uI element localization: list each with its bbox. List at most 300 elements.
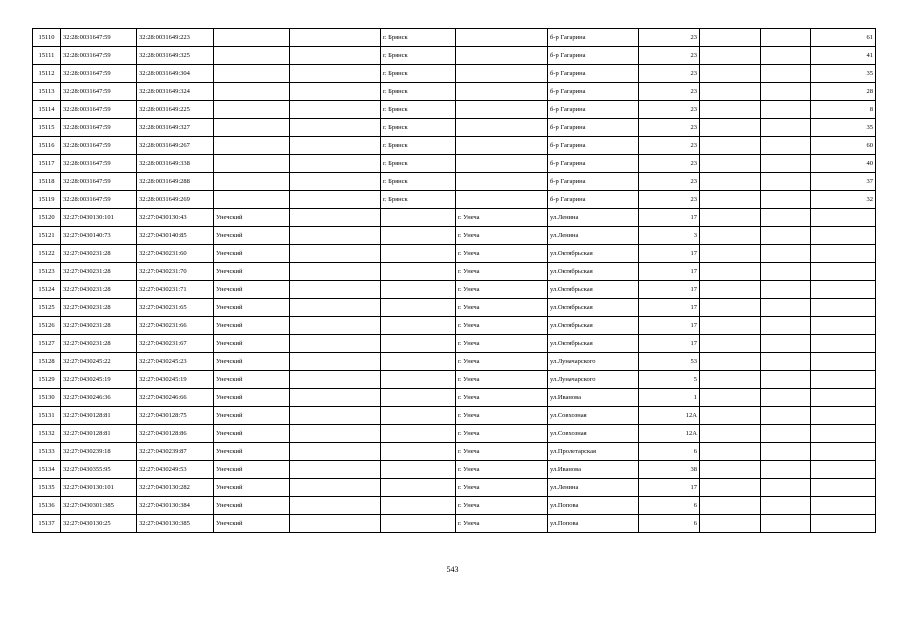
cell-house-number: 17 [639,263,700,281]
cell-apartment-number: 40 [811,155,876,173]
cell-district: Унечский [214,299,290,317]
cell-apartment-number [811,515,876,533]
cell-extra [761,281,811,299]
cell-settlement [290,65,381,83]
cell-parent-cadastral-number: 32:28:0031647:59 [61,119,137,137]
cell-parent-cadastral-number: 32:27:0430239:18 [61,443,137,461]
table-row [33,335,876,353]
table-row [33,281,876,299]
cell-apartment-number [811,497,876,515]
table-row [33,83,876,101]
cell-settlement [290,425,381,443]
cell-street: б-р Гагарина [548,101,639,119]
cell-district [214,29,290,47]
cell-district: Унечский [214,263,290,281]
cell-district [214,119,290,137]
cell-building [700,101,761,119]
cell-district [214,47,290,65]
cell-street: ул.Октябрьская [548,281,639,299]
cell-town [456,155,548,173]
cell-building [700,29,761,47]
table-row [33,173,876,191]
cell-city: г. Брянск [381,137,456,155]
cell-street: ул.Иванова [548,461,639,479]
cell-extra [761,515,811,533]
cell-city [381,425,456,443]
cell-cadastral-number: 32:27:0430246:66 [137,389,214,407]
cell-cadastral-number: 32:28:0031649:267 [137,137,214,155]
cell-extra [761,245,811,263]
cell-house-number: 5 [639,371,700,389]
cell-apartment-number [811,425,876,443]
cell-extra [761,425,811,443]
cell-row-index: 15124 [33,281,61,299]
cell-city [381,227,456,245]
cell-apartment-number: 37 [811,173,876,191]
cell-cadastral-number: 32:27:0430231:67 [137,335,214,353]
cell-extra [761,461,811,479]
cell-extra [761,137,811,155]
cell-apartment-number: 8 [811,101,876,119]
cell-row-index: 15132 [33,425,61,443]
cell-row-index: 15114 [33,101,61,119]
cell-house-number: 12А [639,425,700,443]
cell-building [700,155,761,173]
table-row [33,515,876,533]
cell-extra [761,119,811,137]
cell-city [381,299,456,317]
cell-house-number: 23 [639,119,700,137]
cell-district: Унечский [214,227,290,245]
cell-town: г. Унеча [456,425,548,443]
cell-cadastral-number: 32:28:0031649:338 [137,155,214,173]
cell-street: ул.Октябрьская [548,335,639,353]
register-table [32,28,876,533]
cell-house-number: 6 [639,497,700,515]
cell-building [700,515,761,533]
cell-row-index: 15112 [33,65,61,83]
cell-street: ул.Совхозная [548,425,639,443]
cell-cadastral-number: 32:27:0430130:282 [137,479,214,497]
cell-settlement [290,29,381,47]
cell-city: г. Брянск [381,173,456,191]
cell-building [700,299,761,317]
table-row [33,371,876,389]
table-row [33,227,876,245]
table-row [33,497,876,515]
cell-row-index: 15113 [33,83,61,101]
cell-town [456,191,548,209]
cell-cadastral-number: 32:27:0430130:43 [137,209,214,227]
cell-row-index: 15128 [33,353,61,371]
cell-street: б-р Гагарина [548,155,639,173]
cell-city [381,335,456,353]
cell-row-index: 15127 [33,335,61,353]
cell-building [700,353,761,371]
cell-building [700,191,761,209]
cell-house-number: 23 [639,155,700,173]
cell-parent-cadastral-number: 32:27:0430246:36 [61,389,137,407]
cell-street: ул.Пролетарская [548,443,639,461]
cell-house-number: 38 [639,461,700,479]
cell-street: ул.Иванова [548,389,639,407]
cell-city [381,281,456,299]
table-row [33,299,876,317]
cell-city: г. Брянск [381,119,456,137]
cell-apartment-number: 35 [811,119,876,137]
cell-settlement [290,353,381,371]
cell-row-index: 15110 [33,29,61,47]
cell-parent-cadastral-number: 32:27:0430140:73 [61,227,137,245]
cell-parent-cadastral-number: 32:27:0430231:28 [61,335,137,353]
cell-row-index: 15135 [33,479,61,497]
cell-city: г. Брянск [381,47,456,65]
table-row [33,353,876,371]
cell-building [700,245,761,263]
cell-cadastral-number: 32:27:0430239:87 [137,443,214,461]
cell-settlement [290,101,381,119]
table-row [33,155,876,173]
cell-city [381,245,456,263]
cell-building [700,425,761,443]
cell-parent-cadastral-number: 32:27:0430231:28 [61,299,137,317]
cell-house-number: 17 [639,209,700,227]
cell-house-number: 1 [639,389,700,407]
cell-city: г. Брянск [381,191,456,209]
cell-apartment-number [811,407,876,425]
cell-building [700,83,761,101]
cell-cadastral-number: 32:27:0430140:85 [137,227,214,245]
cell-street: ул.Луначарского [548,371,639,389]
cell-settlement [290,443,381,461]
cell-house-number: 23 [639,83,700,101]
cell-apartment-number [811,299,876,317]
cell-city [381,497,456,515]
cell-extra [761,353,811,371]
cell-settlement [290,83,381,101]
table-row [33,209,876,227]
cell-district: Унечский [214,461,290,479]
cell-settlement [290,317,381,335]
cell-apartment-number [811,443,876,461]
cell-parent-cadastral-number: 32:27:0430231:28 [61,263,137,281]
cell-parent-cadastral-number: 32:28:0031647:59 [61,47,137,65]
cell-row-index: 15126 [33,317,61,335]
cell-settlement [290,245,381,263]
cell-house-number: 12А [639,407,700,425]
cell-apartment-number [811,461,876,479]
cell-district: Унечский [214,515,290,533]
cell-district [214,191,290,209]
cell-building [700,335,761,353]
cell-district [214,101,290,119]
cell-street: ул.Попова [548,515,639,533]
cell-settlement [290,479,381,497]
cell-building [700,443,761,461]
cell-extra [761,209,811,227]
cell-apartment-number: 35 [811,65,876,83]
cell-city [381,443,456,461]
cell-district: Унечский [214,371,290,389]
cell-extra [761,389,811,407]
cell-apartment-number [811,389,876,407]
cell-parent-cadastral-number: 32:27:0430128:81 [61,425,137,443]
cell-extra [761,317,811,335]
cell-town: г. Унеча [456,317,548,335]
cell-town: г. Унеча [456,227,548,245]
cell-town: г. Унеча [456,461,548,479]
cell-parent-cadastral-number: 32:27:0430231:28 [61,281,137,299]
cell-city: г. Брянск [381,29,456,47]
cell-city [381,461,456,479]
table-row [33,425,876,443]
cell-district: Унечский [214,245,290,263]
cell-town: г. Унеча [456,209,548,227]
cell-building [700,47,761,65]
cell-building [700,65,761,83]
cell-town [456,173,548,191]
cell-row-index: 15115 [33,119,61,137]
cell-cadastral-number: 32:27:0430245:19 [137,371,214,389]
cell-row-index: 15117 [33,155,61,173]
cell-extra [761,407,811,425]
cell-cadastral-number: 32:28:0031649:325 [137,47,214,65]
cell-street: б-р Гагарина [548,191,639,209]
cell-street: ул.Луначарского [548,353,639,371]
cell-apartment-number [811,209,876,227]
cell-street: ул.Ленина [548,227,639,245]
cell-house-number: 17 [639,245,700,263]
cell-building [700,281,761,299]
cell-extra [761,371,811,389]
cell-building [700,407,761,425]
table-row [33,443,876,461]
cell-apartment-number [811,353,876,371]
cell-row-index: 15122 [33,245,61,263]
cell-cadastral-number: 32:27:0430231:65 [137,299,214,317]
cell-house-number: 23 [639,101,700,119]
cell-street: б-р Гагарина [548,29,639,47]
cell-extra [761,227,811,245]
cell-street: б-р Гагарина [548,47,639,65]
cell-house-number: 23 [639,173,700,191]
cell-parent-cadastral-number: 32:27:0430355:95 [61,461,137,479]
cell-parent-cadastral-number: 32:28:0031647:59 [61,101,137,119]
cell-cadastral-number: 32:27:0430231:66 [137,317,214,335]
cell-settlement [290,461,381,479]
table-row [33,245,876,263]
cell-street: ул.Ленина [548,479,639,497]
cell-town: г. Унеча [456,443,548,461]
table-row [33,137,876,155]
cell-cadastral-number: 32:28:0031649:288 [137,173,214,191]
cell-house-number: 17 [639,317,700,335]
cell-cadastral-number: 32:28:0031649:225 [137,101,214,119]
cell-city [381,389,456,407]
cell-house-number: 53 [639,353,700,371]
cell-city: г. Брянск [381,65,456,83]
cell-parent-cadastral-number: 32:27:0430231:28 [61,245,137,263]
cell-district: Унечский [214,479,290,497]
cell-building [700,209,761,227]
cell-house-number: 23 [639,65,700,83]
table-row [33,65,876,83]
cell-apartment-number [811,317,876,335]
cell-district: Унечский [214,443,290,461]
cell-town [456,119,548,137]
cell-street: ул.Октябрьская [548,263,639,281]
cell-parent-cadastral-number: 32:27:0430245:22 [61,353,137,371]
cell-settlement [290,209,381,227]
cell-settlement [290,515,381,533]
cell-row-index: 15136 [33,497,61,515]
cell-district: Унечский [214,353,290,371]
cell-district: Унечский [214,281,290,299]
cell-cadastral-number: 32:27:0430231:70 [137,263,214,281]
cell-cadastral-number: 32:28:0031649:327 [137,119,214,137]
cell-district: Унечский [214,209,290,227]
cell-city: г. Брянск [381,155,456,173]
cell-extra [761,65,811,83]
cell-settlement [290,335,381,353]
cell-city [381,371,456,389]
cell-cadastral-number: 32:28:0031649:324 [137,83,214,101]
cell-extra [761,155,811,173]
cell-house-number: 23 [639,29,700,47]
cell-building [700,389,761,407]
cell-cadastral-number: 32:27:0430130:385 [137,515,214,533]
cell-city [381,479,456,497]
cell-row-index: 15118 [33,173,61,191]
cell-extra [761,47,811,65]
cell-town: г. Унеча [456,497,548,515]
page-number: 543 [446,565,459,574]
cell-building [700,497,761,515]
cell-street: ул.Октябрьская [548,299,639,317]
cell-town: г. Унеча [456,335,548,353]
cell-row-index: 15120 [33,209,61,227]
cell-street: б-р Гагарина [548,83,639,101]
cell-house-number: 17 [639,479,700,497]
cell-city [381,407,456,425]
cell-building [700,317,761,335]
table-row [33,47,876,65]
cell-street: б-р Гагарина [548,65,639,83]
cell-town [456,83,548,101]
cell-cadastral-number: 32:27:0430245:23 [137,353,214,371]
cell-settlement [290,371,381,389]
cell-town: г. Унеча [456,263,548,281]
cell-cadastral-number: 32:28:0031649:269 [137,191,214,209]
cell-parent-cadastral-number: 32:28:0031647:59 [61,83,137,101]
cell-apartment-number [811,245,876,263]
table-row [33,29,876,47]
cell-district: Унечский [214,317,290,335]
cell-cadastral-number: 32:27:0430231:71 [137,281,214,299]
cell-house-number: 17 [639,299,700,317]
cell-city [381,317,456,335]
cell-row-index: 15119 [33,191,61,209]
cell-house-number: 6 [639,515,700,533]
cell-row-index: 15123 [33,263,61,281]
cell-city: г. Брянск [381,101,456,119]
table-row [33,407,876,425]
cell-town: г. Унеча [456,245,548,263]
cell-house-number: 23 [639,137,700,155]
cell-city [381,263,456,281]
cell-apartment-number: 41 [811,47,876,65]
cell-row-index: 15111 [33,47,61,65]
cell-house-number: 23 [639,47,700,65]
cell-apartment-number: 61 [811,29,876,47]
cell-apartment-number [811,281,876,299]
cell-street: ул.Попова [548,497,639,515]
cell-row-index: 15131 [33,407,61,425]
cell-district [214,65,290,83]
cell-parent-cadastral-number: 32:27:0430301:385 [61,497,137,515]
cell-row-index: 15121 [33,227,61,245]
cell-row-index: 15116 [33,137,61,155]
cell-town: г. Унеча [456,281,548,299]
cell-cadastral-number: 32:27:0430130:384 [137,497,214,515]
table-row [33,479,876,497]
cell-town [456,29,548,47]
cell-parent-cadastral-number: 32:28:0031647:59 [61,191,137,209]
cell-street: б-р Гагарина [548,119,639,137]
cell-house-number: 17 [639,281,700,299]
cell-building [700,227,761,245]
cell-town: г. Унеча [456,479,548,497]
cell-apartment-number [811,371,876,389]
cell-cadastral-number: 32:27:0430128:75 [137,407,214,425]
cell-parent-cadastral-number: 32:27:0430128:81 [61,407,137,425]
cell-extra [761,101,811,119]
cell-apartment-number [811,263,876,281]
cell-settlement [290,281,381,299]
table-row [33,101,876,119]
cell-district: Унечский [214,497,290,515]
cell-district: Унечский [214,407,290,425]
cell-town: г. Унеча [456,407,548,425]
table-row [33,119,876,137]
cell-town: г. Унеча [456,371,548,389]
cell-extra [761,479,811,497]
cell-apartment-number [811,335,876,353]
cell-settlement [290,497,381,515]
cell-extra [761,191,811,209]
cell-cadastral-number: 32:27:0430231:60 [137,245,214,263]
cell-apartment-number [811,479,876,497]
cell-street: б-р Гагарина [548,173,639,191]
cell-street: ул.Совхозная [548,407,639,425]
cell-district [214,173,290,191]
register-table-body [33,29,876,533]
cell-parent-cadastral-number: 32:27:0430130:101 [61,479,137,497]
cell-parent-cadastral-number: 32:28:0031647:59 [61,29,137,47]
cell-town: г. Унеча [456,299,548,317]
cell-street: б-р Гагарина [548,137,639,155]
table-row [33,191,876,209]
table-row [33,263,876,281]
cell-row-index: 15130 [33,389,61,407]
cell-extra [761,83,811,101]
cell-parent-cadastral-number: 32:27:0430130:25 [61,515,137,533]
cell-district: Унечский [214,335,290,353]
cell-building [700,173,761,191]
cell-apartment-number: 32 [811,191,876,209]
cell-settlement [290,407,381,425]
cell-district [214,137,290,155]
